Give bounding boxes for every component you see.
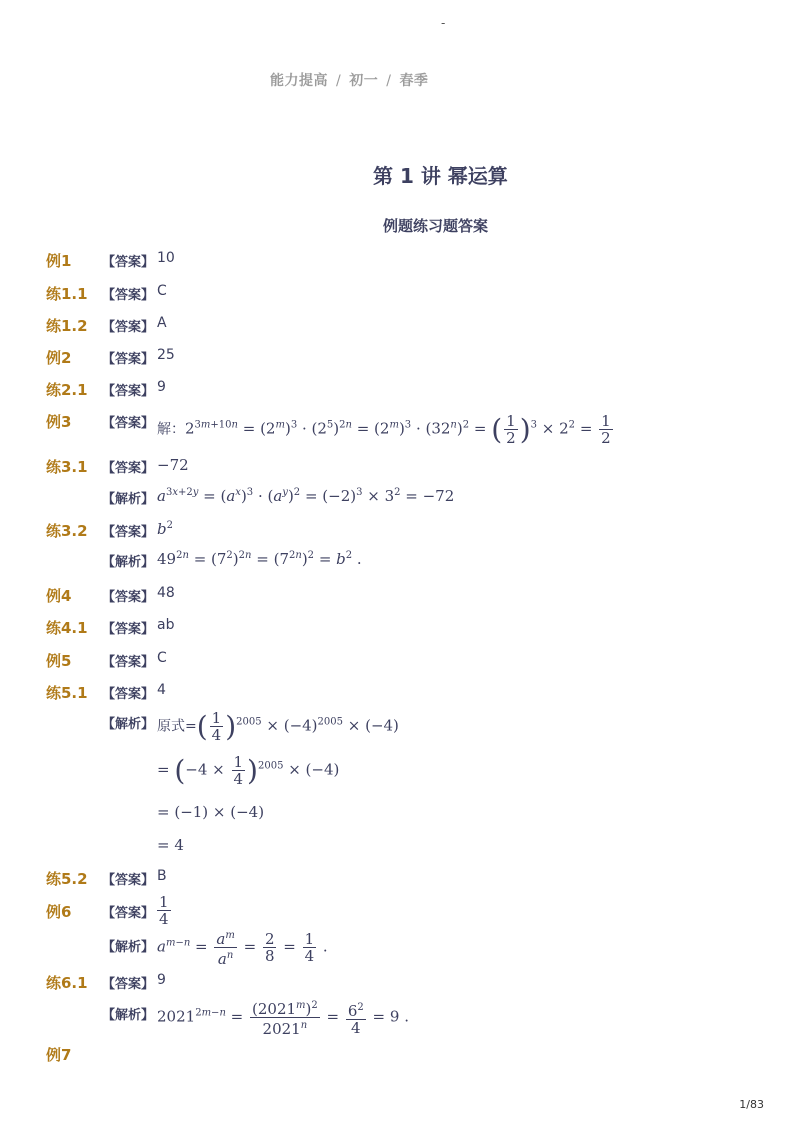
answer-row [0,617,800,647]
answer-tag: 【答案】 [102,687,155,702]
item-label: 例6 [46,903,72,921]
formula: $a^{m-n}$ = $\frac{a^m}{a^n}$ = $\frac{2}{8}$ = $\frac{1}{4}$ . [157,930,328,968]
answer-value: 10 [157,250,175,266]
answer-tag: 【答案】 [102,320,155,335]
answer-value: 48 [157,585,175,601]
analysis-tag: 【解析】 [102,555,155,570]
breadcrumb-separator: / [386,73,392,89]
answer-tag: 【答案】 [102,255,155,270]
analysis-row [0,487,800,517]
breadcrumb-item[interactable]: 初一 [349,73,379,89]
answer-value: −72 [157,456,189,474]
answer-row [0,1044,800,1074]
page-title: 第 1 讲 幂运算 [373,164,508,188]
page-number: 1/83 [739,1098,764,1111]
formula: $a^{3x+2y} = (a^x)^3 \cdot (a^y)^2 = (-2)^3 \times 3^2 = -72$ [157,487,455,505]
answer-tag: 【答案】 [102,416,155,431]
answer-tag: 【答案】 [102,352,155,367]
breadcrumb [270,70,428,90]
answer-value: B [157,868,167,884]
answer-row [0,650,800,680]
answer-value: C [157,283,167,299]
answer-row [0,520,800,550]
answer-tag: 【答案】 [102,977,155,992]
answer-tag: 【答案】 [102,288,155,303]
formula: $2021^{2m-n}$ = $\frac{(2021^m)^2}{2021^n}$ = $\frac{6^2}{4}$ = 9 . [157,1000,409,1038]
answer-tag: 【答案】 [102,461,155,476]
item-label: 练5.1 [46,684,88,702]
answer-tag: 【答案】 [102,906,155,921]
formula: $49^{2n} = (7^2)^{2n} = (7^{2n})^2 = b^2$ . [157,550,362,568]
item-label: 例1 [46,252,72,270]
item-label: 练3.2 [46,522,88,540]
formula: = (−4 × $\frac{1}{4}$ )$^{2005}$ × (−4) [157,753,340,788]
item-label: 练1.2 [46,317,88,335]
item-label: 练6.1 [46,974,88,992]
answer-tag: 【答案】 [102,655,155,670]
answer-value: C [157,650,167,666]
answer-row [0,283,800,313]
answer-row [0,250,800,280]
item-label: 例4 [46,587,72,605]
item-label: 练4.1 [46,619,88,637]
answer-row [0,456,800,486]
item-label: 例7 [46,1046,72,1064]
answer-value: 4 [157,682,166,698]
analysis-row [0,709,800,756]
analysis-row [0,550,800,580]
analysis-tag: 【解析】 [102,717,155,732]
analysis-tag: 【解析】 [102,1008,155,1023]
answer-value: 9 [157,379,166,395]
answer-row [0,315,800,345]
item-label: 练5.2 [46,870,88,888]
item-label: 练2.1 [46,381,88,399]
page-subtitle: 例题练习题答案 [383,217,489,235]
answer-value: 25 [157,347,175,363]
answer-tag: 【答案】 [102,384,155,399]
answer-value: ab [157,617,175,633]
answer-tag: 【答案】 [102,590,155,605]
breadcrumb-item[interactable]: 能力提高 [270,73,328,89]
answer-value: A [157,315,167,331]
item-label: 练3.1 [46,458,88,476]
analysis-line [0,803,800,833]
answer-row [0,682,800,712]
answer-tag: 【答案】 [102,525,155,540]
answer-value: 9 [157,972,166,988]
formula: = (−1) × (−4) [157,803,265,821]
item-label: 练1.1 [46,285,88,303]
breadcrumb-separator: / [336,73,342,89]
item-label: 例5 [46,652,72,670]
answer-row [0,379,800,409]
formula: $\frac{1}{4}$ [159,893,169,928]
formula: $b^2$ [157,520,173,538]
analysis-row [0,928,800,968]
formula: = 4 [157,836,184,854]
analysis-tag: 【解析】 [102,940,155,955]
analysis-tag: 【解析】 [102,492,155,507]
analysis-line [0,836,800,866]
formula: 原式=( $\frac{1}{4}$ )$^{2005} \times (-4)^{2005} \times (-4)$ [157,709,399,744]
answer-row [0,411,800,455]
top-mark: - [441,16,446,30]
analysis-line [0,753,800,802]
answer-tag: 【答案】 [102,622,155,637]
item-label: 例3 [46,413,72,431]
breadcrumb-item[interactable]: 春季 [399,73,429,89]
analysis-row [0,998,800,1042]
answer-tag: 【答案】 [102,873,155,888]
item-label: 例2 [46,349,72,367]
answer-row [0,585,800,615]
formula: 解：$2^{3m+10n} = (2^m)^3 \cdot (2^5)^{2n} = (2^m)^3 \cdot (32^n)^2$ = ( $\frac{1}{2}$ )$^3 \times 2^2$ = $\frac{1}{2}$ [157,412,611,447]
answer-row [0,347,800,377]
